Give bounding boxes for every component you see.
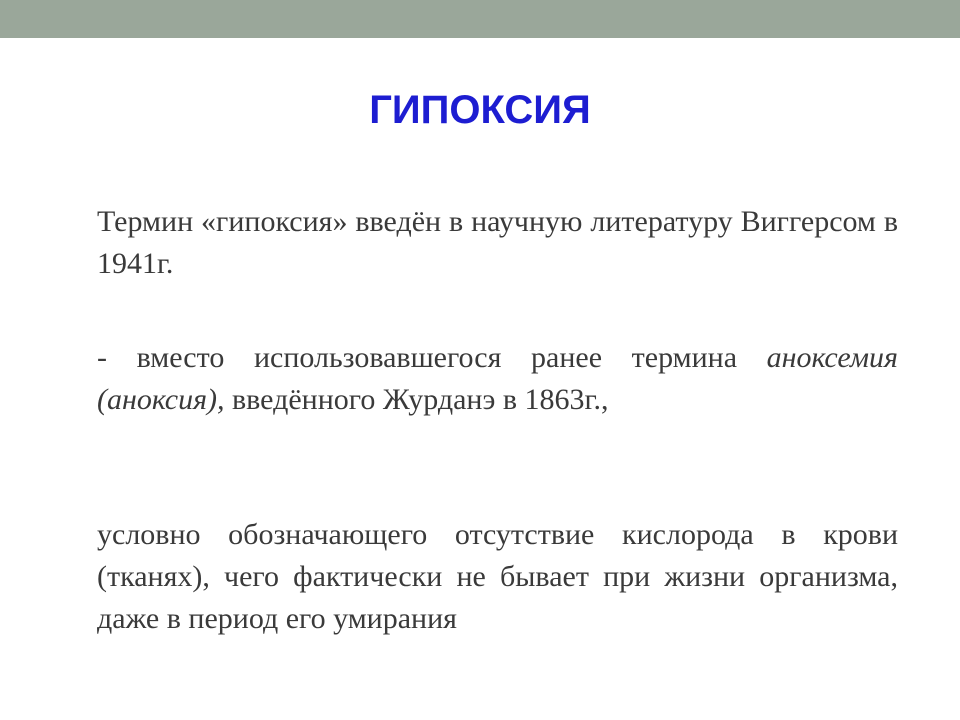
top-bar [0, 0, 960, 38]
paragraph-previous-term [97, 337, 898, 421]
paragraph-term-introduction: Термин «гипоксия» введён в научную литературу Виггерсом в 1941г. [97, 205, 898, 280]
paragraph-previous-term-tail: введённого Журданэ в 1863г., [224, 383, 609, 416]
paragraph-previous-term-lead: - вместо использовавшегося ранее термина [97, 341, 767, 374]
slide-title: ГИПОКСИЯ [369, 88, 591, 132]
paragraph-term-meaning: условно обозначающего отсутствие кислорода в крови (тканях), чего фактически не бывает при жизни организма, даже в период его умирания [97, 518, 898, 635]
anoxemia-term: аноксемия (аноксия), [97, 341, 898, 416]
